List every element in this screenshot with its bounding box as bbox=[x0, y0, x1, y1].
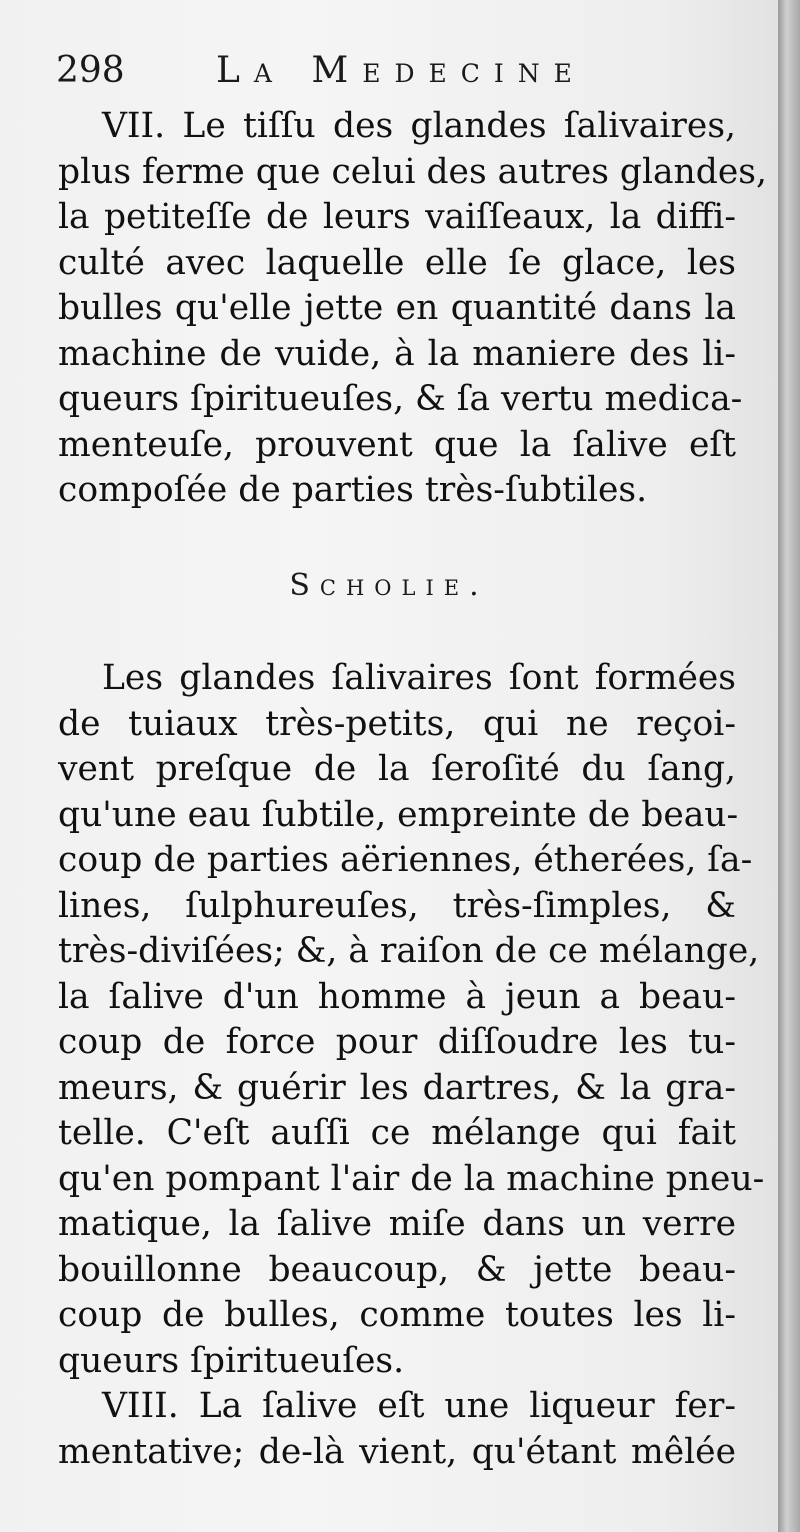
text-line: coup de bulles, comme toutes les li- bbox=[58, 1295, 736, 1335]
text-line: plus ferme que celui des autres glandes, bbox=[58, 151, 767, 192]
page-header bbox=[56, 50, 736, 96]
text-line: lines, ſulphureuſes, très-ſimples, & bbox=[58, 885, 736, 926]
text-line: telle. C'eſt auſſi ce mélange qui fait bbox=[58, 1113, 736, 1153]
text-line: culté avec laquelle elle ſe glace, les bbox=[58, 242, 736, 283]
text-line: très-diviſées; &, à raiſon de ce mélange, bbox=[58, 931, 760, 971]
text-line: matique, la ſalive miſe dans un verre bbox=[58, 1204, 736, 1244]
page-edge-shadow bbox=[778, 0, 800, 1532]
text-line: compoſée de parties très-ſubtiles. bbox=[58, 470, 648, 510]
text-line: Les glandes ſalivaires ſont formées bbox=[102, 658, 736, 698]
text-line: machine de vuide, à la maniere des li- bbox=[58, 333, 736, 374]
text-line: bouillonne beaucoup, & jette beau- bbox=[58, 1249, 736, 1290]
text-line: mentative; de-là vient, qu'étant mêlée bbox=[58, 1431, 736, 1472]
paragraph-vii bbox=[58, 104, 767, 514]
text-line: VIII. La ſalive eſt une liqueur fer- bbox=[102, 1386, 736, 1426]
scholie-heading: Scholie. bbox=[289, 568, 489, 603]
text-line: menteuſe, prouvent que la ſalive eſt bbox=[58, 424, 736, 465]
text-line: VII. Le tiſſu des glandes ſalivaires, bbox=[102, 106, 736, 146]
text-line: coup de parties aëriennes, étherées, ſa- bbox=[58, 840, 753, 880]
page-number: 298 bbox=[56, 50, 125, 91]
text-line: la ſalive d'un homme à jeun a beau- bbox=[58, 976, 736, 1017]
text-line: bulles qu'elle jette en quantité dans la bbox=[58, 288, 736, 328]
paragraph-viii bbox=[58, 1384, 736, 1475]
text-line: la petiteſſe de leurs vaiſſeaux, la diffi- bbox=[58, 197, 736, 237]
text-line: vent preſque de la ſeroſité du ſang, bbox=[58, 749, 736, 789]
text-line: de tuiaux très-petits, qui ne reçoi- bbox=[58, 703, 736, 744]
running-title: La Medecine bbox=[216, 50, 586, 91]
text-line: qu'une eau ſubtile, empreinte de beau- bbox=[58, 794, 739, 835]
paragraph-scholie bbox=[58, 656, 765, 1384]
text-line: queurs ſpiritueuſes. bbox=[58, 1340, 405, 1381]
text-line: qu'en pompant l'air de la machine pneu- bbox=[58, 1158, 765, 1199]
text-line: queurs ſpiritueuſes, & ſa vertu medica- bbox=[58, 379, 743, 419]
text-line: meurs, & guérir les dartres, & la gra- bbox=[58, 1067, 736, 1108]
text-line: coup de force pour diſſoudre les tu- bbox=[58, 1022, 736, 1062]
